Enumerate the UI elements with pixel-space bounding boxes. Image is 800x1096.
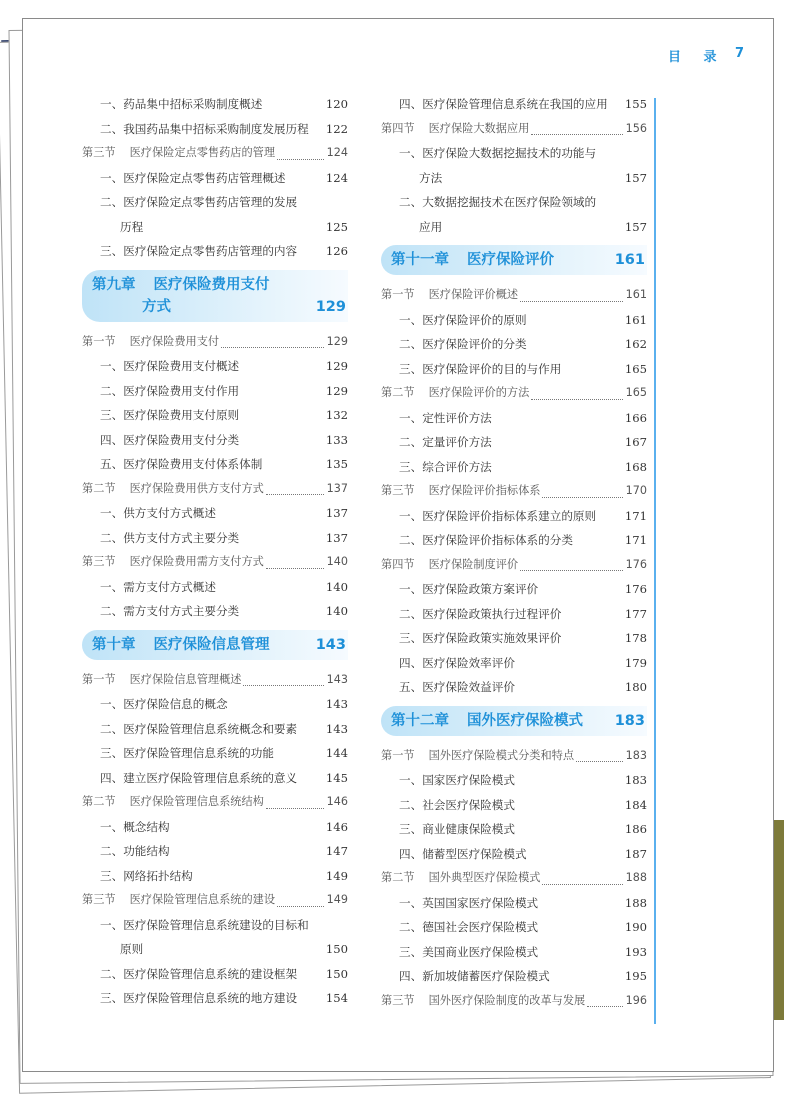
page-ref: 132 [325, 408, 348, 422]
section-title: 医疗保险大数据应用 [428, 121, 530, 135]
section-title: 医疗保险制度评价 [428, 557, 519, 571]
spacer [554, 249, 615, 271]
toc-item[interactable] [82, 215, 348, 240]
page-ref: 143 [325, 721, 348, 736]
toc-item[interactable] [82, 599, 348, 624]
item-title: 三、美国商业医疗保险模式 [399, 944, 539, 959]
dot-leader [587, 1006, 622, 1007]
dot-leader [576, 761, 623, 762]
page-ref: 150 [325, 942, 348, 956]
page-ref: 166 [624, 410, 647, 425]
toc-item[interactable] [82, 501, 348, 526]
section-number: 第三节 [381, 993, 415, 1007]
item-title: 四、储蓄型医疗保险模式 [399, 846, 527, 861]
page-ref: 188 [625, 871, 647, 884]
item-title: 历程 [120, 219, 144, 234]
chapter-heading[interactable] [82, 630, 348, 660]
section-number: 第二节 [82, 481, 116, 495]
page-ref: 167 [624, 435, 647, 449]
item-title: 二、医疗保险评价的分类 [399, 337, 527, 351]
page-ref: 143 [325, 697, 348, 711]
item-title: 四、新加坡储蓄医疗保险模式 [399, 969, 550, 983]
item-title: 三、医疗保险评价的目的与作用 [399, 361, 562, 376]
toc-item[interactable] [381, 842, 647, 867]
page-ref: 168 [624, 459, 647, 474]
page-ref: 193 [624, 944, 647, 959]
spacer [171, 296, 316, 318]
item-title: 五、医疗保险效益评价 [399, 680, 515, 694]
toc-item[interactable] [381, 504, 647, 529]
section-number: 第三节 [82, 146, 116, 159]
item-title: 原则 [120, 942, 144, 956]
section-title: 国外典型医疗保险模式 [428, 871, 541, 884]
dot-leader [542, 884, 622, 885]
chapter-number: 第十二章 [391, 712, 449, 729]
toc-item[interactable] [381, 528, 647, 553]
section-number: 第三节 [82, 893, 116, 906]
dot-leader [266, 568, 324, 569]
spacer [270, 634, 316, 656]
chapter-heading[interactable] [82, 270, 348, 322]
dot-leader [221, 347, 324, 348]
page-ref: 165 [624, 361, 647, 376]
page-ref: 154 [325, 991, 348, 1005]
section-title: 医疗保险管理信息系统的建设 [129, 893, 276, 906]
page-ref: 140 [325, 579, 348, 594]
section-title: 医疗保险费用供方支付方式 [129, 481, 264, 495]
page-ref: 137 [325, 506, 348, 520]
page-ref: 176 [625, 557, 647, 571]
dot-leader [243, 685, 323, 686]
section-number: 第三节 [381, 484, 415, 497]
section-number: 第二节 [381, 386, 415, 399]
item-title: 一、定性评价方法 [399, 410, 492, 425]
page-ref: 137 [325, 530, 348, 545]
chapter-title: 医疗保险费用支付 [153, 276, 270, 293]
toc-item[interactable] [381, 915, 647, 940]
item-title: 四、医疗保险效率评价 [399, 655, 515, 670]
page-ref: 143 [326, 672, 348, 686]
page-ref: 150 [325, 966, 348, 981]
toc-item[interactable] [82, 403, 348, 428]
toc-item[interactable] [381, 141, 647, 166]
item-title: 三、综合评价方法 [399, 459, 492, 474]
item-title: 一、医疗保险评价指标体系建立的原则 [399, 508, 597, 523]
item-title: 三、医疗保险定点零售药店管理的内容 [100, 244, 298, 258]
toc-item[interactable] [82, 379, 348, 404]
toc-section[interactable] [381, 381, 647, 406]
dot-leader [277, 906, 324, 907]
item-title: 二、大数据挖掘技术在医疗保险领域的 [399, 195, 597, 209]
page-ref: 186 [624, 822, 647, 836]
toc-item[interactable] [82, 239, 348, 264]
page-ref: 135 [325, 457, 348, 471]
toc-item[interactable] [381, 332, 647, 357]
toc-section[interactable] [381, 283, 647, 308]
toc-item[interactable] [82, 575, 348, 600]
section-number: 第二节 [82, 795, 116, 808]
page-ref: 140 [325, 604, 348, 618]
dot-leader [277, 159, 324, 160]
dot-leader [542, 497, 622, 498]
spacer [583, 710, 615, 732]
page-ref: 161 [624, 312, 647, 327]
section-number: 第一节 [82, 672, 116, 686]
item-title: 二、德国社会医疗保险模式 [399, 920, 539, 934]
item-title: 一、医疗保险信息的概念 [100, 697, 228, 711]
item-title: 一、概念结构 [100, 819, 170, 834]
chapter-title: 国外医疗保险模式 [467, 712, 583, 729]
page-ref: 129 [325, 383, 348, 398]
page-ref: 183 [625, 748, 647, 762]
page-ref: 188 [624, 895, 647, 910]
section-number: 第一节 [381, 288, 415, 301]
chapter-number: 第十章 [92, 636, 136, 653]
toc-item[interactable] [82, 354, 348, 379]
toc-item[interactable] [82, 166, 348, 191]
page-ref: 155 [624, 97, 647, 111]
item-title: 四、医疗保险管理信息系统在我国的应用 [399, 97, 608, 111]
item-title: 二、供方支付方式主要分类 [100, 530, 240, 545]
item-title: 方法 [419, 170, 443, 185]
page-ref: 178 [624, 631, 647, 645]
chapter-heading[interactable] [381, 245, 647, 275]
toc-item[interactable] [82, 692, 348, 717]
toc-item[interactable] [381, 430, 647, 455]
page-ref: 183 [624, 773, 647, 787]
chapter-title-line [92, 296, 346, 318]
page-ref: 149 [326, 893, 348, 906]
item-title: 一、医疗保险政策方案评价 [399, 582, 539, 596]
item-title: 四、建立医疗保险管理信息系统的意义 [100, 770, 298, 785]
chapter-title-line [92, 274, 346, 296]
toc-item[interactable] [82, 815, 348, 840]
dot-leader [520, 301, 623, 302]
chapter-heading[interactable] [381, 706, 647, 736]
page-ref: 146 [325, 819, 348, 834]
chapter-title-line [391, 249, 645, 271]
page-ref: 180 [624, 680, 647, 694]
toc-item[interactable] [381, 964, 647, 989]
toc-item[interactable] [381, 166, 647, 191]
dot-leader [531, 134, 622, 135]
item-title: 一、医疗保险评价的原则 [399, 312, 527, 327]
page-ref: 129 [325, 359, 348, 373]
item-title: 四、医疗保险费用支付分类 [100, 432, 240, 447]
toc-section[interactable] [82, 790, 348, 815]
page-ref: 176 [624, 582, 647, 596]
section-number: 第三节 [82, 555, 116, 568]
toc-item[interactable] [82, 92, 348, 117]
item-title: 一、国家医疗保险模式 [399, 773, 515, 787]
chapter-title: 医疗保险评价 [467, 252, 554, 268]
item-title: 二、医疗保险评价指标体系的分类 [399, 533, 573, 547]
item-title: 应用 [419, 219, 443, 234]
item-title: 三、网络拓扑结构 [100, 868, 193, 883]
page-ref: 124 [326, 146, 348, 159]
toc-item[interactable] [82, 526, 348, 551]
page-ref: 165 [625, 386, 647, 399]
toc-item[interactable] [381, 817, 647, 842]
section-title: 医疗保险费用需方支付方式 [129, 555, 264, 568]
toc-item[interactable] [381, 793, 647, 818]
toc-item[interactable] [381, 308, 647, 333]
toc-section[interactable] [82, 330, 348, 355]
page-ref: 137 [326, 481, 348, 495]
chapter-page: 161 [614, 252, 645, 268]
toc-item[interactable] [82, 741, 348, 766]
page-ref: 177 [624, 606, 647, 621]
page-ref: 162 [624, 337, 647, 351]
toc-item[interactable] [381, 357, 647, 382]
item-title: 一、医疗保险费用支付概述 [100, 359, 240, 373]
page-ref: 147 [325, 844, 348, 858]
toc-item[interactable] [381, 215, 647, 240]
toc-left-column [82, 92, 348, 1011]
item-title: 一、医疗保险定点零售药店管理概述 [100, 170, 286, 185]
chapter-number: 第十一章 [391, 252, 449, 268]
toc-item[interactable] [381, 768, 647, 793]
item-title: 二、功能结构 [100, 844, 170, 858]
page-ref: 140 [326, 555, 348, 568]
section-number: 第一节 [82, 334, 116, 348]
section-title: 国外医疗保险制度的改革与发展 [428, 993, 586, 1007]
item-title: 二、医疗保险政策执行过程评价 [399, 606, 562, 621]
item-title: 二、我国药品集中招标采购制度发展历程 [100, 121, 309, 136]
chapter-title-line [92, 634, 346, 656]
page-ref: 156 [625, 121, 647, 135]
toc-item[interactable] [82, 717, 348, 742]
toc-item[interactable] [381, 602, 647, 627]
section-number: 第二节 [381, 871, 415, 884]
toc-item[interactable] [381, 577, 647, 602]
column-divider [654, 98, 656, 1024]
toc-section[interactable] [381, 989, 647, 1014]
page-ref: 144 [325, 746, 348, 760]
toc-item[interactable] [82, 117, 348, 142]
item-title: 一、医疗保险大数据挖掘技术的功能与 [399, 146, 597, 160]
item-title: 一、英国国家医疗保险模式 [399, 895, 539, 910]
item-title: 二、社会医疗保险模式 [399, 797, 515, 812]
toc-section[interactable] [82, 550, 348, 575]
toc-section[interactable] [82, 888, 348, 913]
toc-section[interactable] [82, 668, 348, 693]
toc-item[interactable] [381, 406, 647, 431]
chapter-title: 医疗保险信息管理 [153, 636, 270, 653]
chapter-title-line [391, 710, 645, 732]
section-number: 第四节 [381, 121, 415, 135]
page-ref: 195 [624, 969, 647, 983]
dot-leader [520, 570, 623, 571]
item-title: 二、医疗保险管理信息系统概念和要素 [100, 721, 298, 736]
item-title: 二、医疗保险管理信息系统的建设框架 [100, 966, 298, 981]
page-ref: 157 [624, 170, 647, 185]
item-title: 五、医疗保险费用支付体系体制 [100, 457, 263, 471]
toc-item[interactable] [381, 651, 647, 676]
page-ref: 157 [624, 219, 647, 234]
toc-item[interactable] [82, 190, 348, 215]
page-ref: 190 [624, 920, 647, 934]
item-title: 二、医疗保险费用支付作用 [100, 383, 240, 398]
page-ref: 133 [325, 432, 348, 447]
item-title: 二、需方支付方式主要分类 [100, 604, 240, 618]
page-ref: 129 [326, 334, 348, 348]
toc-section[interactable] [82, 477, 348, 502]
page-ref: 149 [325, 868, 348, 883]
toc-item[interactable] [82, 937, 348, 962]
item-title: 三、医疗保险政策实施效果评价 [399, 631, 562, 645]
toc-item[interactable] [381, 455, 647, 480]
toc-item[interactable] [82, 962, 348, 987]
page-ref: 171 [624, 533, 647, 547]
toc-item[interactable] [82, 452, 348, 477]
item-title: 三、医疗保险费用支付原则 [100, 408, 240, 422]
toc-item[interactable] [381, 675, 647, 700]
toc-item[interactable] [82, 428, 348, 453]
toc-item[interactable] [82, 986, 348, 1011]
page-ref: 170 [625, 484, 647, 497]
item-title: 三、医疗保险管理信息系统的地方建设 [100, 991, 298, 1005]
toc-section[interactable] [381, 866, 647, 891]
page-number: 7 [735, 46, 745, 61]
toc-item[interactable] [381, 626, 647, 651]
toc-section[interactable] [82, 141, 348, 166]
page-ref: 184 [624, 797, 647, 812]
page-ref: 126 [325, 244, 348, 258]
dot-leader [531, 399, 622, 400]
item-title: 一、需方支付方式概述 [100, 579, 216, 594]
toc-item[interactable] [381, 92, 647, 117]
section-title: 医疗保险费用支付 [129, 334, 220, 348]
chapter-title-cont: 方式 [142, 298, 171, 315]
page-ref: 161 [625, 288, 647, 301]
toc-item[interactable] [82, 839, 348, 864]
toc-right-column [381, 92, 647, 1013]
dot-leader [266, 494, 324, 495]
chapter-page: 143 [315, 636, 346, 653]
toc-item[interactable] [381, 190, 647, 215]
section-title: 国外医疗保险模式分类和特点 [428, 748, 575, 762]
section-title: 医疗保险评价指标体系 [428, 484, 541, 497]
item-title: 一、药品集中招标采购制度概述 [100, 97, 263, 111]
page-ref: 187 [624, 846, 647, 861]
toc-section[interactable] [381, 553, 647, 578]
page-ref: 122 [325, 121, 348, 136]
toc-section[interactable] [381, 479, 647, 504]
section-number: 第四节 [381, 557, 415, 571]
item-title: 三、商业健康保险模式 [399, 822, 515, 836]
page-ref: 179 [624, 655, 647, 670]
page-ref: 120 [325, 97, 348, 111]
chapter-number: 第九章 [92, 276, 136, 293]
running-header-title: 目 录 [668, 50, 726, 65]
section-title: 医疗保险管理信息系统结构 [129, 795, 264, 808]
chapter-page: 183 [614, 712, 645, 729]
item-title: 一、医疗保险管理信息系统建设的目标和 [100, 917, 309, 932]
toc-section[interactable] [381, 744, 647, 769]
page-ref: 171 [624, 508, 647, 523]
section-title: 医疗保险定点零售药店的管理 [129, 146, 276, 159]
item-title: 三、医疗保险管理信息系统的功能 [100, 746, 274, 760]
toc-section[interactable] [381, 117, 647, 142]
page-ref: 125 [325, 219, 348, 234]
page-ref: 196 [625, 993, 647, 1007]
section-number: 第一节 [381, 748, 415, 762]
toc-item[interactable] [82, 913, 348, 938]
item-title: 二、医疗保险定点零售药店管理的发展 [100, 195, 298, 209]
page-ref: 146 [326, 795, 348, 808]
section-title: 医疗保险评价概述 [428, 288, 519, 301]
section-title: 医疗保险信息管理概述 [129, 672, 242, 686]
toc-item[interactable] [82, 766, 348, 791]
page-ref: 145 [325, 770, 348, 785]
page-ref: 124 [325, 170, 348, 185]
dot-leader [266, 808, 324, 809]
toc-item[interactable] [82, 864, 348, 889]
toc-item[interactable] [381, 891, 647, 916]
section-title: 医疗保险评价的方法 [428, 386, 530, 399]
item-title: 二、定量评价方法 [399, 435, 492, 449]
toc-item[interactable] [381, 940, 647, 965]
item-title: 一、供方支付方式概述 [100, 506, 216, 520]
chapter-page: 129 [315, 298, 346, 315]
